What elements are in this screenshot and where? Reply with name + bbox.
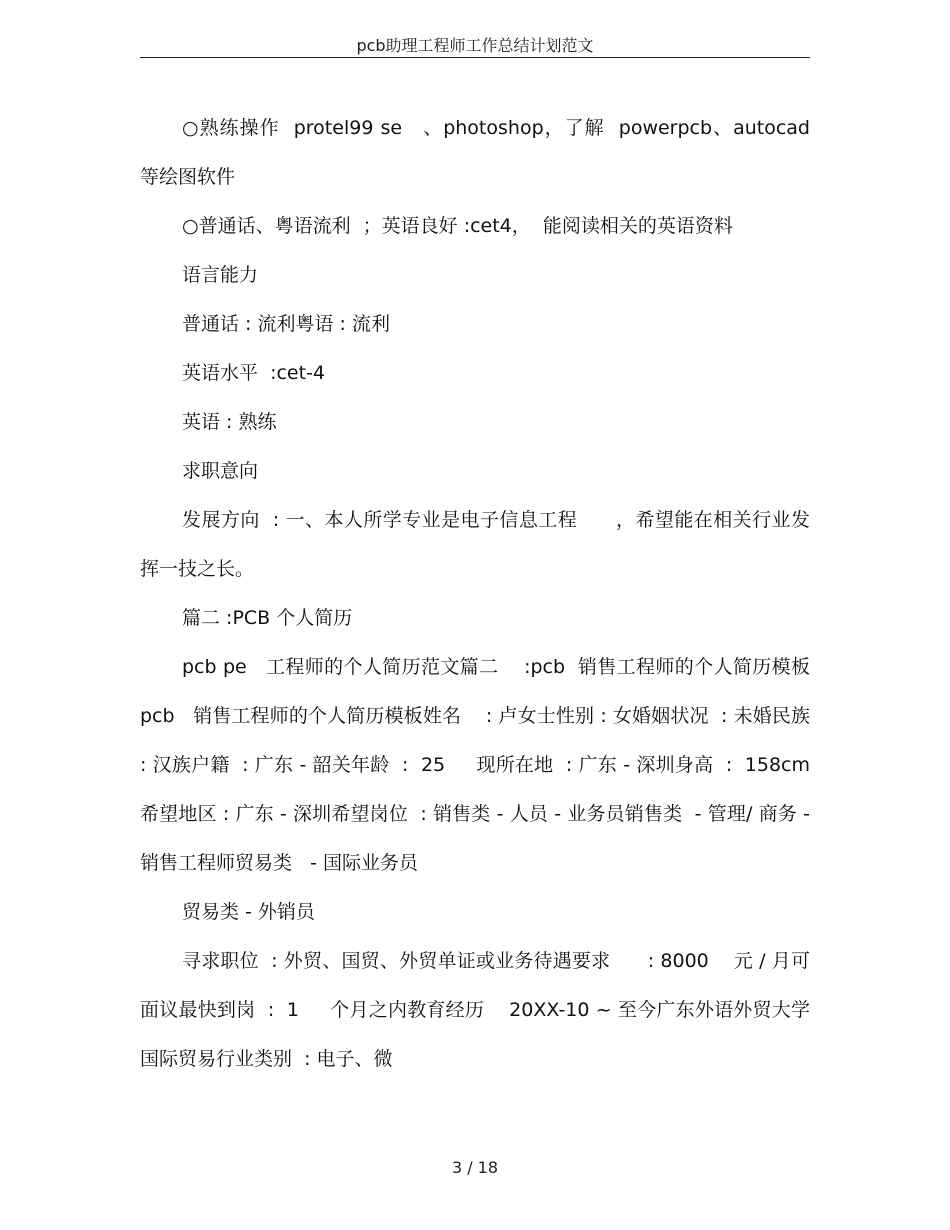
paragraph-development-direction: 发展方向 : 一、本人所学专业是电子信息工程 ，希望能在相关行业发挥一技之长。 — [140, 509, 810, 580]
document-body — [140, 104, 829, 1084]
paragraph-resume-profile: pcb pe 工程师的个人简历范文篇二 :pcb 销售工程师的个人简历模板 pcb 销售工程师的个人简历模板姓名 : 卢女士性别 : 女婚姻状况 : 未婚民族 : 汉族户籍 : 广东 - 韶关年龄 : 25 现所在地 : 广东 - 深圳身高 : 158cm 希望地区 : 广东 - 深圳希望岗位 : 销售类 - 人员 - 业务员销售类 - 管理/ 商务 - 销售工程师贸易类 - 国际业务员 — [140, 656, 829, 874]
header-divider — [140, 57, 810, 58]
paragraph-english-proficiency: 英语 : 熟练 — [182, 411, 277, 433]
page-number: 3 / 18 — [451, 1158, 499, 1177]
paragraph-section-two-heading: 篇二 :PCB 个人简历 — [182, 607, 353, 629]
paragraph-job-search-details: 寻求职位 : 外贸、国贸、外贸单证或业务待遇要求 : 8000 元 / 月可面议最快到岗 : 1 个月之内教育经历 20XX-10 ~ 至今广东外语外贸大学国际贸易行业类别 : 电子、微 — [140, 950, 810, 1070]
paragraph-english-level: 英语水平 :cet-4 — [182, 362, 326, 384]
paragraph-job-intention-heading: 求职意向 — [182, 460, 259, 482]
document-header-title: pcb助理工程师工作总结计划范文 — [356, 36, 594, 55]
paragraph-language-summary: ○普通话、粤语流利 ；英语良好 :cet4， 能阅读相关的英语资料 — [182, 215, 733, 237]
paragraph-software-skills: ○熟练操作 protel99 se 、photoshop，了解 powerpcb、autocad 等绘图软件 — [140, 117, 823, 188]
paragraph-trade-sales: 贸易类 - 外销员 — [182, 901, 315, 923]
paragraph-mandarin-cantonese: 普通话 : 流利粤语 : 流利 — [182, 313, 390, 335]
paragraph-language-heading: 语言能力 — [182, 264, 259, 286]
